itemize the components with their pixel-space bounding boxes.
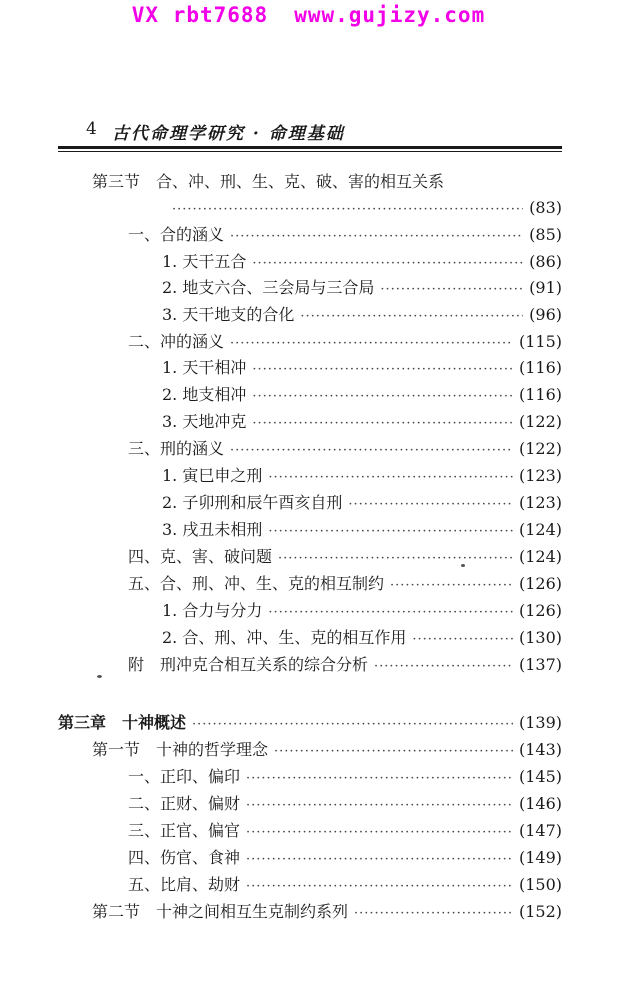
toc-page-number: (126) <box>518 601 562 620</box>
toc-leader <box>252 412 513 436</box>
toc-row[interactable] <box>128 223 562 247</box>
toc-leader <box>172 198 523 222</box>
toc-page-number: (116) <box>518 385 562 404</box>
toc-entry-text: 2. 合、刑、冲、生、克的相互作用 <box>162 628 407 647</box>
toc-leader <box>246 821 513 845</box>
toc-page-number: (86) <box>529 252 562 271</box>
toc-entry-text: 二、正财、偏财 <box>128 794 241 813</box>
toc-page-number: (124) <box>518 520 562 539</box>
toc-entry-text: 第一节 十神的哲学理念 <box>92 740 269 759</box>
toc-leader <box>252 385 513 409</box>
toc-row-section-3[interactable] <box>92 170 562 194</box>
toc-leader <box>230 332 513 356</box>
toc-row[interactable] <box>128 653 562 677</box>
toc-row[interactable] <box>162 464 562 488</box>
toc-row[interactable] <box>162 518 562 542</box>
book-title: 古代命理学研究 · 命理基础 <box>112 124 345 144</box>
toc-leader <box>300 305 523 329</box>
toc-page-number: (147) <box>518 821 562 840</box>
header-rule-thin <box>58 151 562 152</box>
toc-leader <box>278 547 513 571</box>
toc-page-number: (149) <box>518 848 562 867</box>
watermark-right: www.gujizy.com <box>294 3 486 27</box>
toc-entry-text: 2. 子卯刑和辰午酉亥自刑 <box>162 493 343 512</box>
toc-row[interactable] <box>128 819 562 843</box>
toc-leader <box>354 902 513 926</box>
toc-entry-text: 一、合的涵义 <box>128 225 225 244</box>
toc-leader <box>192 713 513 737</box>
toc-page-number: (143) <box>518 740 562 759</box>
toc-row[interactable] <box>128 330 562 354</box>
toc-page-number: (123) <box>518 493 562 512</box>
toc-page-number: (116) <box>518 358 562 377</box>
toc-row-section-3-page[interactable] <box>172 196 562 220</box>
header-rule-thick <box>58 146 562 149</box>
toc-page-number: (124) <box>518 547 562 566</box>
toc-row[interactable] <box>162 356 562 380</box>
toc-entry-text: 四、克、害、破问题 <box>128 547 273 566</box>
toc-entry-text: 一、正印、偏印 <box>128 767 241 786</box>
watermark-left: VX rbt7688 <box>131 3 269 27</box>
toc-page-number: (122) <box>518 439 562 458</box>
toc-page-number: (115) <box>518 332 562 351</box>
toc-row[interactable] <box>128 545 562 569</box>
toc-row[interactable] <box>128 572 562 596</box>
toc-row[interactable] <box>162 410 562 434</box>
toc-entry-text: 三、正官、偏官 <box>128 821 241 840</box>
toc-page-number: (83) <box>529 198 562 217</box>
toc-entry-text: 3. 天地冲克 <box>162 412 247 431</box>
toc-leader <box>230 439 513 463</box>
toc-leader <box>246 875 513 899</box>
toc-page-number: (91) <box>529 278 562 297</box>
toc-entry-text: 1. 寅巳申之刑 <box>162 466 263 485</box>
toc-page-number: (130) <box>518 628 562 647</box>
toc-row[interactable] <box>128 437 562 461</box>
toc-row[interactable] <box>162 276 562 300</box>
toc-leader <box>246 794 513 818</box>
toc-row[interactable] <box>162 599 562 623</box>
toc-page-number: (146) <box>518 794 562 813</box>
toc-entry-text: 五、比肩、劫财 <box>128 875 241 894</box>
toc-entry-text: 附 刑冲克合相互关系的综合分析 <box>128 655 369 674</box>
toc-leader <box>252 252 523 276</box>
toc-leader <box>268 520 513 544</box>
toc-page-number: (150) <box>518 875 562 894</box>
running-header <box>86 119 556 145</box>
toc-entry-text: 3. 天干地支的合化 <box>162 305 295 324</box>
toc-row-chapter-3[interactable] <box>58 711 562 735</box>
toc-row[interactable] <box>162 250 562 274</box>
toc-leader <box>246 848 513 872</box>
toc-leader <box>412 628 513 652</box>
toc-leader <box>230 225 523 249</box>
toc-entry-text: 1. 合力与分力 <box>162 601 263 620</box>
toc-leader <box>374 655 513 679</box>
toc-leader <box>274 740 513 764</box>
toc-entry-text: 第三节 合、冲、刑、生、克、破、害的相互关系 <box>92 172 445 191</box>
toc-page-number: (85) <box>529 225 562 244</box>
toc-page-number: (126) <box>518 574 562 593</box>
toc-page-number: (152) <box>518 902 562 921</box>
toc-entry-text: 四、伤官、食神 <box>128 848 241 867</box>
toc-row[interactable] <box>162 626 562 650</box>
toc-leader <box>268 466 513 490</box>
toc-entry-text: 五、合、刑、冲、生、克的相互制约 <box>128 574 385 593</box>
toc-entry-text: 二、冲的涵义 <box>128 332 225 351</box>
toc-row[interactable] <box>162 383 562 407</box>
toc-row[interactable] <box>128 873 562 897</box>
toc-leader <box>246 767 513 791</box>
toc-page-number: (123) <box>518 466 562 485</box>
toc-page-number: (145) <box>518 767 562 786</box>
toc-row[interactable] <box>162 303 562 327</box>
toc-page-number: (139) <box>518 713 562 732</box>
watermark <box>0 3 617 27</box>
toc-row[interactable] <box>92 900 562 924</box>
toc-entry-text: 1. 天干五合 <box>162 252 247 271</box>
toc-entry-text: 3. 戌丑未相刑 <box>162 520 263 539</box>
toc-entry-text: 第三章 十神概述 <box>58 713 187 732</box>
toc-leader <box>348 493 513 517</box>
toc-leader <box>390 574 513 598</box>
toc-entry-text: 1. 天干相冲 <box>162 358 247 377</box>
toc-entry-text: 2. 地支六合、三会局与三合局 <box>162 278 375 297</box>
toc-leader <box>252 358 513 382</box>
toc-page-number: (96) <box>529 305 562 324</box>
page-number: 4 <box>86 119 97 139</box>
toc-row[interactable] <box>128 846 562 870</box>
toc-row[interactable] <box>128 792 562 816</box>
toc-leader <box>268 601 513 625</box>
toc-row[interactable] <box>128 765 562 789</box>
toc-page-number: (122) <box>518 412 562 431</box>
toc-row[interactable] <box>162 491 562 515</box>
scan-speck <box>97 675 102 678</box>
toc-entry-text: 第二节 十神之间相互生克制约系列 <box>92 902 349 921</box>
toc-entry-text: 三、刑的涵义 <box>128 439 225 458</box>
toc-page-number: (137) <box>518 655 562 674</box>
toc-entry-text: 2. 地支相冲 <box>162 385 247 404</box>
scan-speck <box>461 564 465 567</box>
toc-leader <box>380 278 523 302</box>
toc-row[interactable] <box>92 738 562 762</box>
